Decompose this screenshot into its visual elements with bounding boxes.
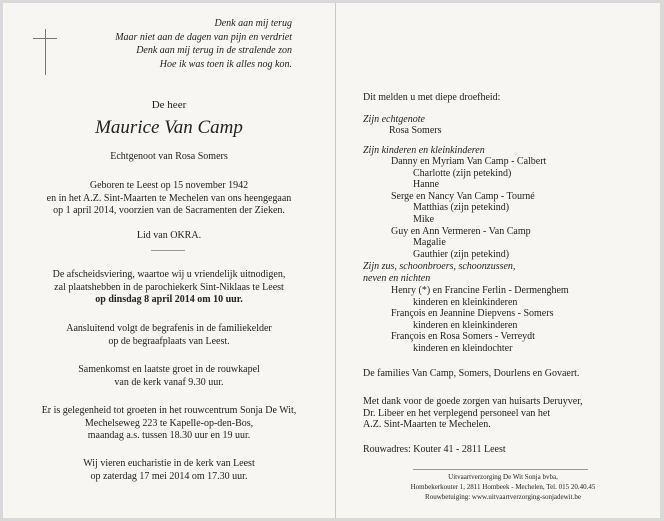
text-line: Aansluitend volgt de begrafenis in de familiekelder [66, 323, 272, 334]
family-member-line: Magalie [413, 237, 446, 249]
text-line: en in het A.Z. Sint-Maarten te Mechelen van ons heengegaan [46, 192, 292, 204]
card-fold-line [335, 3, 336, 518]
birth-death-block [23, 180, 315, 218]
text-line: op zaterdag 17 mei 2014 om 17.30 uur. [90, 470, 248, 482]
family-member-line: Danny en Myriam Van Camp - Calbert [391, 156, 547, 167]
text-line: Samenkomst en laatste groet in de rouwkapel [78, 364, 260, 375]
poem-line: Denk aan mij terug [214, 18, 292, 29]
visitation-block [23, 405, 315, 443]
text-line: op 1 april 2014, voorzien van de Sacramenten der Zieken. [53, 205, 285, 216]
family-member-line: Charlotte (zijn petekind) [413, 167, 512, 179]
poem-line: Maar niet aan de dagen van pijn en verdriet [115, 31, 292, 43]
family-member-line: kinderen en kleindochter [413, 343, 513, 354]
divider [151, 250, 185, 251]
text-line: Er is gelegenheid tot groeten in het rouwcentrum Sonja De Wit, [41, 405, 297, 416]
text-line: maandag a.s. tussen 18.30 uur en 19 uur. [87, 430, 251, 441]
family-member-line: Hanne [413, 179, 440, 191]
family-member-line: Guy en Ann Vermeren - Van Camp [391, 225, 531, 237]
eucharist-block [23, 458, 315, 483]
text-line: zal plaatshebben in de parochiekerk Sint-Niklaas te Leest [54, 281, 284, 293]
cross-icon [45, 29, 46, 75]
text-line: Mechelseweg 223 te Kapelle-op-den-Bos, [84, 417, 254, 429]
poem-line: Denk aan mij terug in de stralende zon [136, 45, 292, 56]
member-line: Lid van OKRA. [136, 230, 202, 241]
burial-block [23, 323, 315, 348]
footer-line: Rouwbetuiging: www.uitvaartverzorging-sonjadewit.be [425, 493, 581, 501]
text-line: De afscheidsviering, waartoe wij u vriendelijk uitnodigen, [52, 269, 286, 280]
family-member-line: Matthias (zijn petekind) [413, 202, 510, 214]
title: De heer [151, 99, 187, 111]
family-member-line: kinderen en kleinkinderen [413, 296, 518, 308]
family-member-line: François en Rosa Somers - Verreydt [391, 331, 535, 343]
deceased-name: Maurice Van Camp [95, 117, 243, 138]
family-member-line: kinderen en kleinkinderen [413, 319, 518, 331]
farewell-block [23, 269, 315, 307]
text-line: van de kerk vanaf 9.30 uur. [114, 376, 224, 388]
family-member-line: François en Jeannine Diepvens - Somers [391, 308, 554, 320]
text-line: Wij vieren eucharistie in de kerk van Leest [83, 458, 255, 469]
poem [115, 17, 292, 71]
text-line: neven en nichten [363, 272, 431, 284]
text-line: A.Z. Sint-Maarten te Mechelen. [363, 419, 491, 430]
text-line: Zijn zus, schoonbroers, schoonzussen, [363, 261, 516, 272]
farewell-date: op dinsdag 8 april 2014 om 10 uur. [95, 294, 243, 305]
children-heading: Zijn kinderen en kleinkinderen [363, 145, 485, 156]
footer [368, 472, 638, 502]
text-line: Met dank voor de goede zorgen van huisarts Deruyver, [363, 396, 583, 407]
text-line: op de begraafplaats van Leest. [108, 335, 230, 347]
gathering-block [23, 364, 315, 389]
cross-icon-bar [33, 38, 57, 39]
footer-line: Uitvaartverzorging De Wit Sonja bvba, [448, 473, 558, 481]
family-member-line: Serge en Nancy Van Camp - Tourné [391, 190, 535, 202]
memorial-card [3, 3, 660, 518]
footer-line: Hombekerkouter 1, 2811 Hombeek - Mechelen, Tel. 015 20.40.45 [410, 483, 596, 491]
address-line: Rouwadres: Kouter 41 - 2811 Leest [363, 444, 506, 455]
spouse-line: Echtgenoot van Rosa Somers [110, 151, 228, 162]
family-member-line: Mike [413, 214, 435, 225]
poem-line: Hoe ik was toen ik alles nog kon. [159, 58, 292, 70]
spouse-heading: Zijn echtgenote [363, 114, 425, 125]
footer-divider [413, 469, 588, 470]
spouse-name: Rosa Somers [389, 125, 442, 136]
thanks-block [363, 396, 583, 431]
family-member-line: Gauthier (zijn petekind) [413, 248, 510, 260]
text-line: Geboren te Leest op 15 november 1942 [89, 180, 249, 191]
text-line: Dr. Libeer en het verplegend personeel van het [363, 407, 551, 419]
family-member-line: Henry (*) en Francine Ferlin - Dermenghem [391, 285, 569, 296]
families-line: De families Van Camp, Somers, Dourlens en Govaert. [363, 368, 580, 379]
intro-line: Dit melden u met diepe droefheid: [363, 92, 501, 103]
siblings-heading [363, 261, 515, 284]
